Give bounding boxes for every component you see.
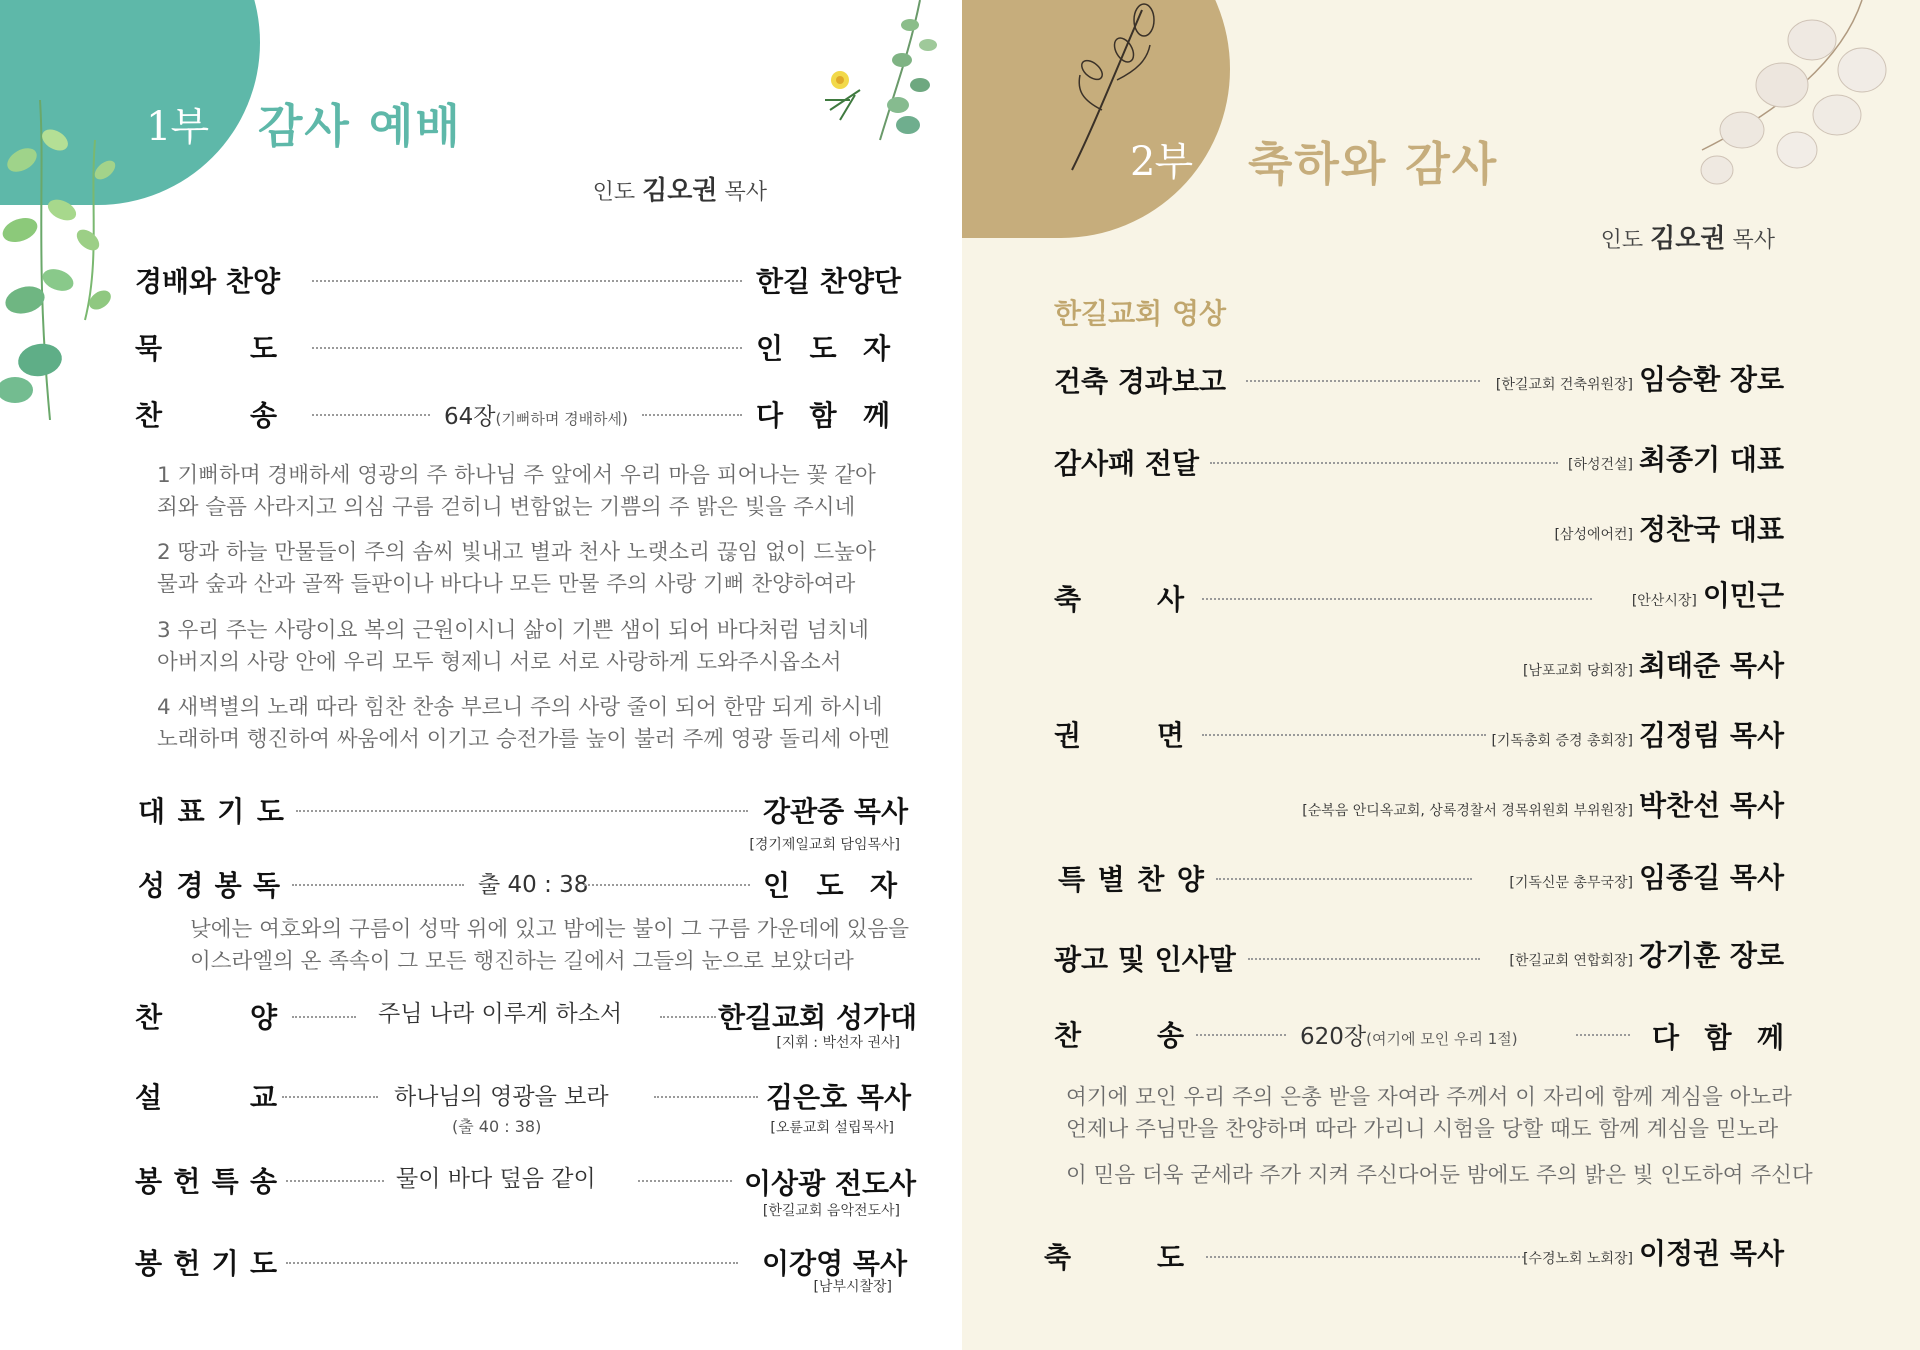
hymn-lyric-line: 아버지의 사랑 안에 우리 모두 형제니 서로 서로 사랑하게 도와주시옵소서	[157, 650, 842, 675]
hymn-lyric-line: 여기에 모인 우리 주의 은총 받을 자여라 주께서 이 자리에 함께 계심을 아노라	[1066, 1085, 1792, 1110]
item-right-person: [남포교회 당회장] 최태준 목사	[1522, 649, 1784, 682]
item-right-person: [기독총회 증경 총회장] 김정림 목사	[1491, 719, 1784, 752]
item-label-benediction: 축 도	[1044, 1241, 1184, 1274]
item-label-representative-prayer: 대 표 기 도	[138, 795, 284, 828]
officiant-name: 김오권	[642, 176, 718, 206]
hymn-lyric-line: 물과 숲과 산과 골짝 들판이나 바다나 모든 만물 주의 사랑 기뻐 찬양하여라	[157, 572, 856, 597]
item-label-sermon: 설 교	[135, 1081, 277, 1114]
leader-dots	[296, 810, 748, 812]
leader-dots	[292, 1016, 356, 1018]
leader-dots	[642, 414, 742, 416]
leader-dots	[660, 1016, 716, 1018]
leader-dots	[584, 884, 750, 886]
officiant-title: 목사	[1732, 228, 1775, 253]
part-title: 축하와 감사	[1248, 137, 1499, 191]
leader-dots	[286, 1180, 384, 1182]
leader-dots	[1246, 380, 1480, 382]
part-number: 1부	[146, 104, 209, 150]
sermon-title: 하나님의 영광을 보라	[394, 1084, 609, 1110]
item-right-leader: 인 도 자	[763, 869, 897, 902]
item-note: [오륜교회 설립목사]	[770, 1120, 894, 1136]
officiant-role: 인도	[592, 180, 636, 205]
item-right-all: 다 함 께	[1652, 1021, 1784, 1054]
leader-dots	[1196, 1034, 1286, 1036]
item-note: [한길교회 음악전도사]	[762, 1203, 900, 1219]
honesty-pods-decoration	[1662, 0, 1902, 200]
leader-dots	[312, 347, 742, 349]
leader-dots	[312, 280, 742, 282]
greenery-flower-decoration	[810, 0, 940, 150]
item-label-offertory-special: 봉 헌 특 송	[135, 1165, 277, 1198]
item-label-congratulatory-address: 축 사	[1054, 583, 1184, 616]
item-right-person: [기독신문 총무국장] 임종길 목사	[1509, 861, 1784, 894]
item-note: [남부시찰장]	[813, 1279, 892, 1295]
item-label-announcements-greetings: 광고 및 인사말	[1054, 943, 1236, 976]
item-right-person: [한길교회 건축위원장] 임승환 장로	[1495, 363, 1784, 396]
item-note: [경기제일교회 담임목사]	[749, 837, 900, 853]
item-label-exhortation: 권 면	[1054, 719, 1184, 752]
item-label-plaque-presentation: 감사패 전달	[1054, 447, 1199, 480]
leader-dots	[286, 1262, 738, 1264]
item-label-scripture-reading: 성 경 봉 독	[138, 869, 280, 902]
item-right-prayer-leader: 강관중 목사	[763, 795, 908, 828]
hymn-number: 64장(기뻐하며 경배하세)	[444, 404, 628, 430]
scripture-text-line: 낮에는 여호와의 구름이 성막 위에 있고 밤에는 불이 그 구름 가운데에 있음을	[190, 917, 910, 942]
leader-dots	[1202, 734, 1486, 736]
choir-song-title: 주님 나라 이루게 하소서	[378, 1001, 623, 1027]
item-label-hymn: 찬 송	[135, 399, 277, 432]
item-right-all: 다 함 께	[756, 399, 890, 432]
officiant-name: 김오권	[1650, 224, 1726, 254]
item-label-special-praise: 특 별 찬 양	[1058, 863, 1204, 896]
item-right-preacher: 김은호 목사	[766, 1081, 911, 1114]
officiant	[593, 170, 767, 207]
scripture-text-line: 이스라엘의 온 족속이 그 모든 행진하는 길에서 그들의 눈으로 보았더라	[190, 949, 854, 974]
hymn-lyric-line: 노래하며 행진하여 싸움에서 이기고 승전가를 높이 불러 주께 영광 돌리세 아멘	[157, 727, 890, 752]
item-note: [지휘 : 박선자 권사]	[776, 1035, 900, 1051]
leader-dots	[1248, 958, 1480, 960]
leader-dots	[282, 1096, 378, 1098]
part-number: 2부	[1130, 139, 1193, 185]
item-right-person: [하성건설] 최종기 대표	[1567, 443, 1784, 476]
officiant-title: 목사	[724, 180, 767, 205]
item-right-offertory-prayer: 이강영 목사	[762, 1247, 907, 1280]
item-right-leader: 인 도 자	[756, 332, 890, 365]
leader-dots	[654, 1096, 758, 1098]
hymn-lyric-line: 죄와 슬픔 사라지고 의심 구름 걷히니 변함없는 기쁨의 주 밝은 빛을 주시네	[157, 495, 856, 520]
hymn-number: 620장(여기에 모인 우리 1절)	[1300, 1024, 1518, 1050]
leader-dots	[1576, 1034, 1630, 1036]
officiant-role: 인도	[1600, 228, 1644, 253]
item-right-offertory-singer: 이상광 전도사	[744, 1167, 917, 1200]
sermon-reference: (출 40 : 38)	[452, 1117, 542, 1136]
leader-dots	[1216, 878, 1472, 880]
item-right-person: [삼성에어컨] 정찬국 대표	[1554, 513, 1784, 546]
item-label-silent-prayer: 묵 도	[135, 332, 277, 365]
hymn-lyric-line: 이 믿음 더욱 굳세라 주가 지켜 주신다어둔 밤에도 주의 밝은 빛 인도하여 주신다	[1066, 1163, 1813, 1188]
leader-dots	[1210, 462, 1558, 464]
item-label-choir-praise: 찬 양	[135, 1001, 277, 1034]
hymn-lyric-line: 2 땅과 하늘 만물들이 주의 솜씨 빛내고 별과 천사 노랫소리 끊임 없이 드높아	[157, 540, 876, 565]
leader-dots	[638, 1180, 732, 1182]
hymn-lyric-line: 1 기뻐하며 경배하세 영광의 주 하나님 주 앞에서 우리 마음 피어나는 꽃 같아	[157, 463, 876, 488]
item-right-person: [안산시장] 이민근	[1631, 579, 1784, 612]
right-page-part2	[962, 0, 1920, 1350]
leader-dots	[1206, 1256, 1524, 1258]
item-label-hymn: 찬 송	[1054, 1019, 1184, 1052]
leader-dots	[1202, 598, 1592, 600]
item-right-praise-team: 한길 찬양단	[756, 265, 901, 298]
item-label-praise-worship: 경배와 찬양	[135, 265, 280, 298]
leader-dots	[292, 884, 464, 886]
hymn-lyric-line: 4 새벽별의 노래 따라 힘찬 찬송 부르니 주의 사랑 줄이 되어 한맘 되게 하시네	[157, 695, 883, 720]
item-right-person: [한길교회 연합회장] 강기훈 장로	[1509, 939, 1784, 972]
eucalyptus-leaves-decoration	[0, 100, 120, 420]
offertory-song-title: 물이 바다 덮음 같이	[396, 1166, 596, 1192]
part-title: 감사 예배	[258, 99, 462, 153]
officiant	[1601, 218, 1775, 255]
hymn-lyric-line: 언제나 주님만을 찬양하며 따라 가리니 시험을 당할 때도 함께 계심을 믿노라	[1066, 1117, 1779, 1142]
item-right-choir: 한길교회 성가대	[718, 1001, 918, 1034]
video-heading: 한길교회 영상	[1054, 297, 1227, 330]
item-right-person: [순복음 안디옥교회, 상록경찰서 경목위원회 부위원장] 박찬선 목사	[1302, 789, 1784, 822]
item-label-offertory-prayer: 봉 헌 기 도	[135, 1247, 277, 1280]
item-label-construction-report: 건축 경과보고	[1054, 365, 1227, 398]
item-right-person: [수경노회 노회장] 이정권 목사	[1522, 1237, 1784, 1270]
scripture-reference: 출 40 : 38	[478, 872, 589, 898]
hymn-lyric-line: 3 우리 주는 사랑이요 복의 근원이시니 삶이 기쁜 샘이 되어 바다처럼 넘치네	[157, 618, 869, 643]
leader-dots	[312, 414, 430, 416]
